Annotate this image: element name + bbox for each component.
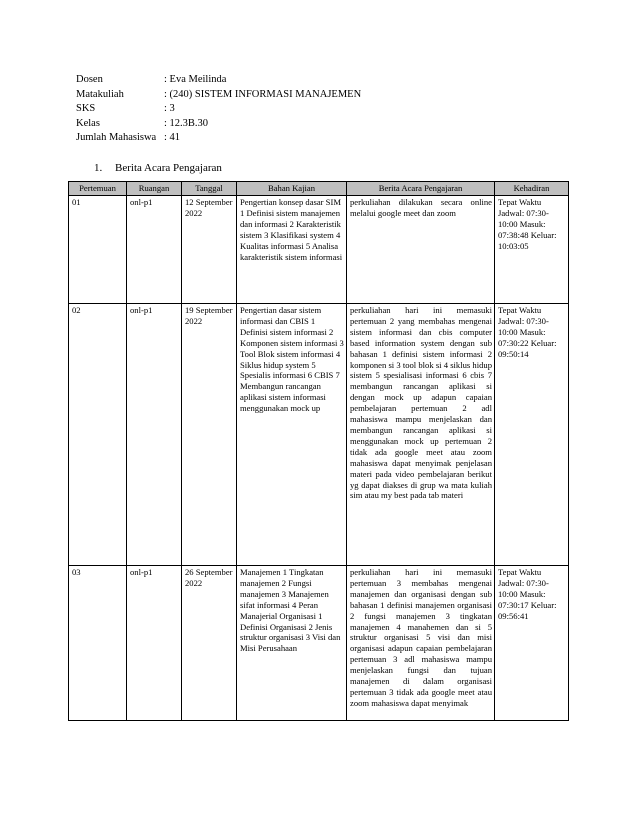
kelas-value: : 12.3B.30 bbox=[164, 117, 209, 129]
cell-berita-acara bbox=[347, 304, 495, 566]
cell-tanggal: 26 September 2022 bbox=[182, 566, 237, 721]
section-heading bbox=[94, 162, 222, 174]
header-pertemuan: Pertemuan bbox=[69, 182, 127, 196]
header-bahan-kajian: Bahan Kajian bbox=[237, 182, 347, 196]
sks-value: : 3 bbox=[164, 103, 175, 115]
berita-acara-table bbox=[68, 181, 569, 721]
cell-tanggal: 19 September 2022 bbox=[182, 304, 237, 566]
matakuliah-value: : (240) SISTEM INFORMASI MANAJEMEN bbox=[164, 88, 362, 100]
cell-pertemuan: 02 bbox=[69, 304, 127, 566]
cell-pertemuan: 01 bbox=[69, 196, 127, 304]
dosen-label: Dosen bbox=[76, 74, 103, 85]
berita-text: perkuliahan hari ini memasuki pertemuan 3 membahas mengenai manajemen dan organisasi dengan sub bahasan 1 definisi manajemen organisasi 2 fungsi manajemen 3 tingkatan manajemen 4 manahemen dan si 5 struktur organisasi 5 visi dan misi organisasi adapun capaian pembelajaran pertemuan 3 adl mahasiswa mampu menjelaskan fungsi dan tujuan manajemen di dalam organisasi pertemuan 3 tidak ada google meet atau zoom mahasiswa dapat menyimak bbox=[350, 567, 492, 708]
sks-label: SKS bbox=[76, 103, 96, 115]
berita-text: perkuliahan hari ini memasuki pertemuan 2 yang membahas mengenai sistem informasi dan cbis computer based information system dengan sub bahasan 1 definisi sistem informasi 2 komponen si 3 tool blok si 4 siklus hidup sistem 5 spesialisasi informasi 6 cbis 7 membangun rancangan aplikasi si dengan mock up adapun capaian pembelajaran pertemuan 2 adl mahasiswa mampu menjelaskan dan membangun rancangan aplikasi si menggunakan mock up pertemuan 2 tidak ada google meet atau zoom mahasiswa dapat menyimak penjelasan materi pada video pembelajaran berikut yg dapat diakses di grup wa mata kuliah sim atau my best pada tab materi bbox=[350, 305, 492, 501]
cell-ruangan: onl-p1 bbox=[127, 196, 182, 304]
cell-kehadiran: Tepat Waktu Jadwal: 07:30-10:00 Masuk: 07:30:17 Keluar: 09:56:41 bbox=[495, 566, 569, 721]
dosen-value: : Eva Meilinda bbox=[164, 74, 227, 85]
table-header-row bbox=[69, 182, 569, 196]
header-tanggal: Tanggal bbox=[182, 182, 237, 196]
matakuliah-row bbox=[76, 88, 361, 103]
cell-bahan-kajian: Pengertian dasar sistem informasi dan CBIS 1 Definisi sistem informasi 2 Komponen sistem informasi 3 Tool Blok sistem informasi 4 Siklus hidup system 5 Spesialis informasi 6 CBIS 7 Membangun rancangan aplikasi sistem informasi menggunakan mock up bbox=[237, 304, 347, 566]
section-number: 1. bbox=[94, 162, 103, 174]
header-ruangan: Ruangan bbox=[127, 182, 182, 196]
header-berita-acara: Berita Acara Pengajaran bbox=[347, 182, 495, 196]
table-row bbox=[69, 566, 569, 721]
cell-kehadiran: Tepat Waktu Jadwal: 07:30-10:00 Masuk: 07:38:48 Keluar: 10:03:05 bbox=[495, 196, 569, 304]
kelas-row bbox=[76, 117, 361, 132]
cell-berita-acara: perkuliahan dilakukan secara online melalui google meet dan zoom bbox=[347, 196, 495, 304]
cell-berita-acara bbox=[347, 566, 495, 721]
cell-tanggal: 12 September 2022 bbox=[182, 196, 237, 304]
table-row bbox=[69, 196, 569, 304]
matakuliah-label: Matakuliah bbox=[76, 88, 124, 100]
jumlah-label: Jumlah Mahasiswa bbox=[76, 132, 157, 144]
jumlah-value: : 41 bbox=[164, 132, 181, 144]
cell-kehadiran: Tepat Waktu Jadwal: 07:30-10:00 Masuk: 07:30:22 Keluar: 09:50:14 bbox=[495, 304, 569, 566]
kelas-label: Kelas bbox=[76, 117, 100, 129]
sks-row bbox=[76, 102, 361, 117]
header-kehadiran: Kehadiran bbox=[495, 182, 569, 196]
cell-ruangan: onl-p1 bbox=[127, 304, 182, 566]
section-title: Berita Acara Pengajaran bbox=[115, 162, 222, 174]
table-row bbox=[69, 304, 569, 566]
course-info bbox=[76, 73, 361, 146]
cell-pertemuan: 03 bbox=[69, 566, 127, 721]
cell-ruangan: onl-p1 bbox=[127, 566, 182, 721]
bahan-text: Pengertian konsep dasar SIM 1 Definisi sistem manajemen dan informasi 2 Karakteristik sistem 3 Klasifikasi system 4 Kualitas informasi 5 Analisa karakteristik sistem informasi bbox=[240, 197, 343, 262]
jumlah-row bbox=[76, 131, 361, 146]
cell-bahan-kajian: Manajemen 1 Tingkatan manajemen 2 Fungsi manajemen 3 Manajemen sifat informasi 4 Peran Manajerial Organisasi 1 Definisi Organisasi 2 Jenis struktur organisasi 3 Visi dan Misi Perusahaan bbox=[237, 566, 347, 721]
dosen-row bbox=[76, 73, 361, 88]
cell-bahan-kajian bbox=[237, 196, 347, 304]
